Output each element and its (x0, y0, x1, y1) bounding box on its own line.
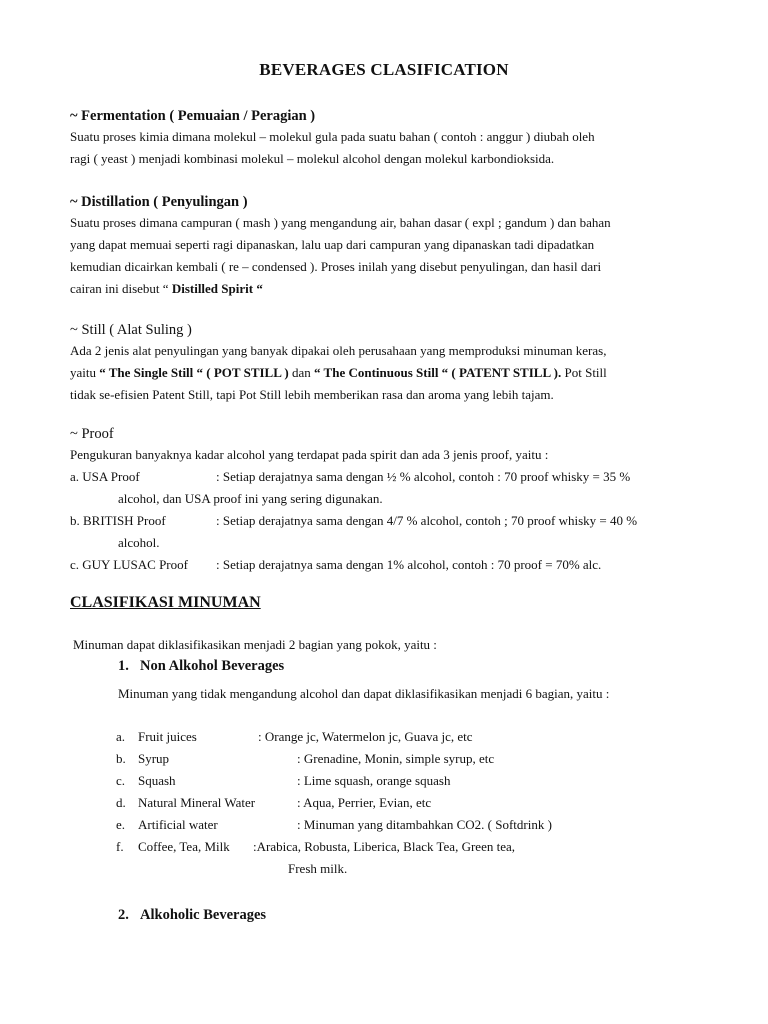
proof-intro: Pengukuran banyaknya kadar alcohol yang terdapat pada spirit dan ada 3 jenis proof, yaitu : (70, 447, 549, 462)
still-line-3: tidak se-efisien Patent Still, tapi Pot Still lebih memberikan rasa dan aroma yang lebih tajam. (70, 387, 554, 402)
list-item-continuation (116, 858, 676, 880)
list-item-value: : Minuman yang ditambahkan CO2. ( Softdrink ) (297, 817, 552, 832)
distillation-line-2: yang dapat memuai seperti ragi dipanaskan, lalu uap dari campuran yang dipanaskan tadi dipadatkan (70, 237, 595, 252)
distillation-heading: ~ Distillation ( Penyulingan ) (70, 194, 248, 210)
list-item (116, 836, 676, 858)
proof-item (70, 466, 720, 488)
list-item-value: : Aqua, Perrier, Evian, etc (297, 795, 432, 810)
distilled-spirit-term: Distilled Spirit “ (171, 281, 263, 296)
fermentation-heading: ~ Fermentation ( Pemuaian / Peragian ) (70, 108, 316, 124)
list-item-value: :Arabica, Robusta, Liberica, Black Tea, Green tea, (253, 839, 515, 854)
list-item-name: Fruit juices (138, 729, 197, 744)
list-item (116, 726, 676, 748)
non-alcohol-description: Minuman yang tidak mengandung alcohol dan dapat diklasifikasikan menjadi 6 bagian, yaitu : (118, 686, 610, 701)
still-line-2 (70, 362, 710, 384)
list-item-value: : Lime squash, orange squash (297, 773, 451, 788)
list-item-name: Squash (138, 773, 176, 788)
klasifikasi-heading: CLASIFIKASI MINUMAN (70, 594, 261, 611)
proof-item (70, 554, 720, 576)
single-still-term: “ The Single Still “ ( POT STILL ) (99, 365, 289, 380)
list-item (116, 792, 676, 814)
non-alcohol-list (116, 726, 676, 880)
distillation-line-4-text: cairan ini disebut “ (70, 281, 172, 296)
proof-item-continuation: alcohol, dan USA proof ini yang sering digunakan. (118, 491, 383, 506)
page-title: BEVERAGES CLASIFICATION (259, 60, 509, 79)
non-alcohol-title: Non Alkohol Beverages (140, 658, 285, 674)
list-item-letter: e. (116, 817, 126, 832)
still-line-2-a: yaitu (70, 365, 100, 380)
distillation-line-1: Suatu proses dimana campuran ( mash ) yang mengandung air, bahan dasar ( expl ; gandum ) dan bahan (70, 215, 611, 230)
list-item-name: Syrup (138, 751, 170, 766)
klasifikasi-intro: Minuman dapat diklasifikasikan menjadi 2 bagian yang pokok, yaitu : (73, 637, 437, 652)
still-line-2-e: Pot Still (561, 365, 607, 380)
fermentation-line-2: ragi ( yeast ) menjadi kombinasi molekul – molekul alcohol dengan molekul karbondioksida. (70, 151, 555, 166)
proof-item (70, 510, 720, 532)
still-line-2-c: dan (288, 365, 315, 380)
non-alcohol-heading (118, 658, 284, 675)
list-item-letter: c. (116, 773, 126, 788)
proof-item-label: a. USA Proof (70, 469, 140, 484)
proof-item-label: b. BRITISH Proof (70, 513, 166, 528)
list-item (116, 814, 676, 836)
list-item (116, 748, 676, 770)
distillation-section (70, 192, 710, 300)
distillation-line-4 (70, 278, 710, 300)
list-item-value: : Orange jc, Watermelon jc, Guava jc, etc (258, 729, 473, 744)
proof-item-value: : Setiap derajatnya sama dengan ½ % alcohol, contoh : 70 proof whisky = 35 % (216, 469, 631, 484)
proof-item-continuation: alcohol. (118, 535, 160, 550)
still-heading: ~ Still ( Alat Suling ) (70, 322, 192, 338)
list-item-name: Coffee, Tea, Milk (138, 839, 230, 854)
proof-section (70, 424, 720, 576)
proof-item-label: c. GUY LUSAC Proof (70, 557, 188, 572)
alcohol-title: Alkoholic Beverages (140, 907, 267, 923)
still-line-1: Ada 2 jenis alat penyulingan yang banyak dipakai oleh perusahaan yang memproduksi minuman keras, (70, 343, 607, 358)
alcohol-number: 2. (118, 907, 129, 923)
list-item-letter: f. (116, 839, 124, 854)
list-item-continuation-text: Fresh milk. (288, 861, 348, 876)
proof-heading: ~ Proof (70, 426, 114, 442)
list-item-name: Artificial water (138, 817, 218, 832)
list-item-letter: a. (116, 729, 126, 744)
still-section (70, 320, 710, 406)
fermentation-line-1: Suatu proses kimia dimana molekul – molekul gula pada suatu bahan ( contoh : anggur ) diubah oleh (70, 129, 595, 144)
distillation-line-3: kemudian dicairkan kembali ( re – condensed ). Proses inilah yang disebut penyulingan, dan hasil dari (70, 259, 602, 274)
non-alcohol-number: 1. (118, 658, 129, 674)
continuous-still-term: “ The Continuous Still “ ( PATENT STILL ). (314, 365, 562, 380)
list-item-value: : Grenadine, Monin, simple syrup, etc (297, 751, 495, 766)
list-item (116, 770, 676, 792)
list-item-letter: b. (116, 751, 126, 766)
proof-item-value: : Setiap derajatnya sama dengan 1% alcohol, contoh : 70 proof = 70% alc. (216, 557, 602, 572)
proof-item-value: : Setiap derajatnya sama dengan 4/7 % alcohol, contoh ; 70 proof whisky = 40 % (216, 513, 638, 528)
alcohol-heading (118, 907, 266, 924)
list-item-name: Natural Mineral Water (138, 795, 256, 810)
fermentation-section (70, 106, 710, 170)
list-item-letter: d. (116, 795, 126, 810)
